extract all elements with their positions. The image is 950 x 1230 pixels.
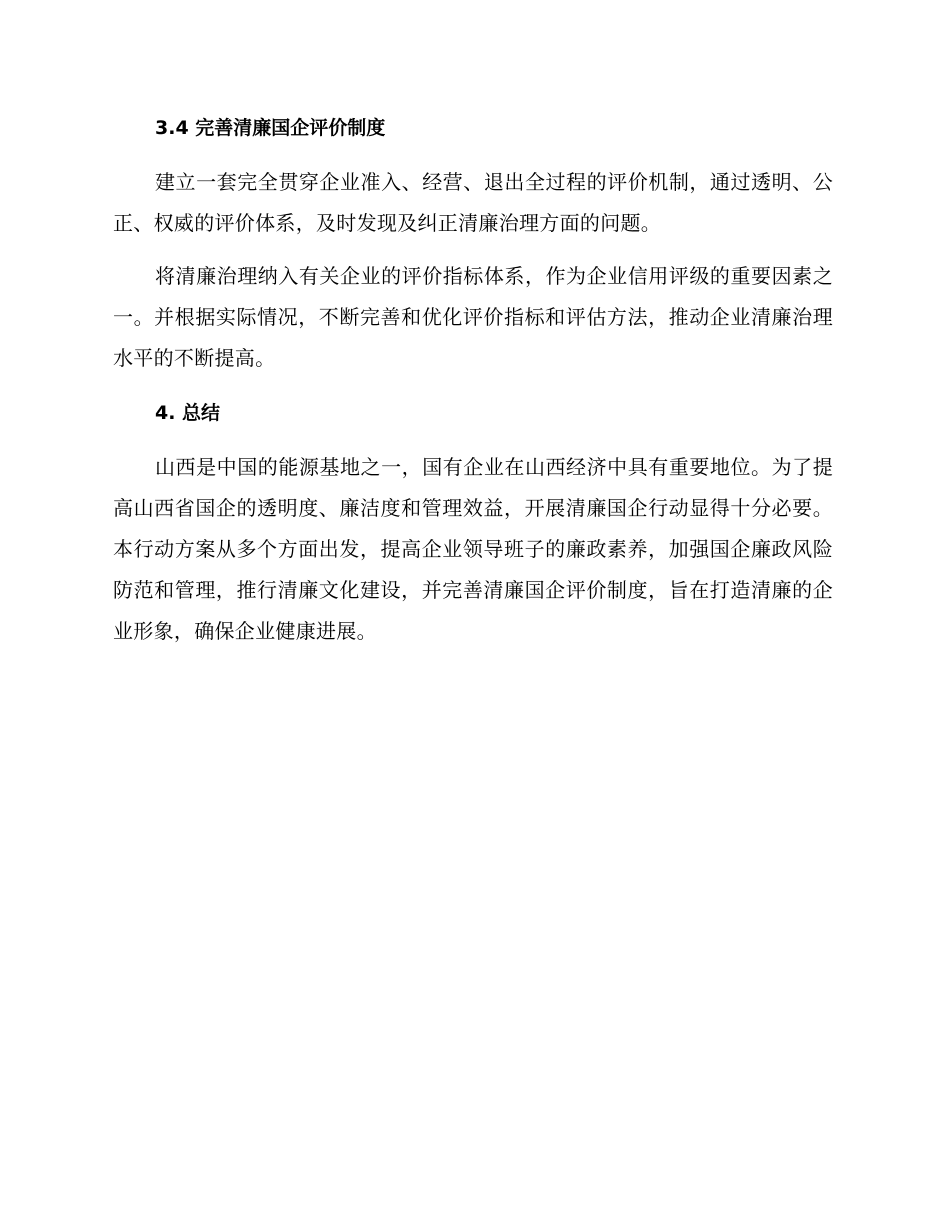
document-body xyxy=(113,108,833,652)
paragraph: 将清廉治理纳入有关企业的评价指标体系，作为企业信用评级的重要因素之一。并根据实际情况，不断完善和优化评价指标和评估方法，推动企业清廉治理水平的不断提高。 xyxy=(113,264,833,370)
paragraph: 山西是中国的能源基地之一，国有企业在山西经济中具有重要地位。为了提高山西省国企的透明度、廉洁度和管理效益，开展清廉国企行动显得十分必要。本行动方案从多个方面出发，提高企业领导班子的廉政素养，加强国企廉政风险防范和管理，推行清廉文化建设，并完善清廉国企评价制度，旨在打造清廉的企业形象，确保企业健康进展。 xyxy=(113,455,833,643)
section-summary xyxy=(113,393,833,652)
section-heading: 4. 总结 xyxy=(155,402,221,424)
paragraph: 建立一套完全贯穿企业准入、经营、退出全过程的评价机制，通过透明、公正、权威的评价体系，及时发现及纠正清廉治理方面的问题。 xyxy=(113,170,833,235)
section-evaluation-system xyxy=(113,108,833,379)
section-heading: 3.4 完善清廉国企评价制度 xyxy=(155,117,386,139)
